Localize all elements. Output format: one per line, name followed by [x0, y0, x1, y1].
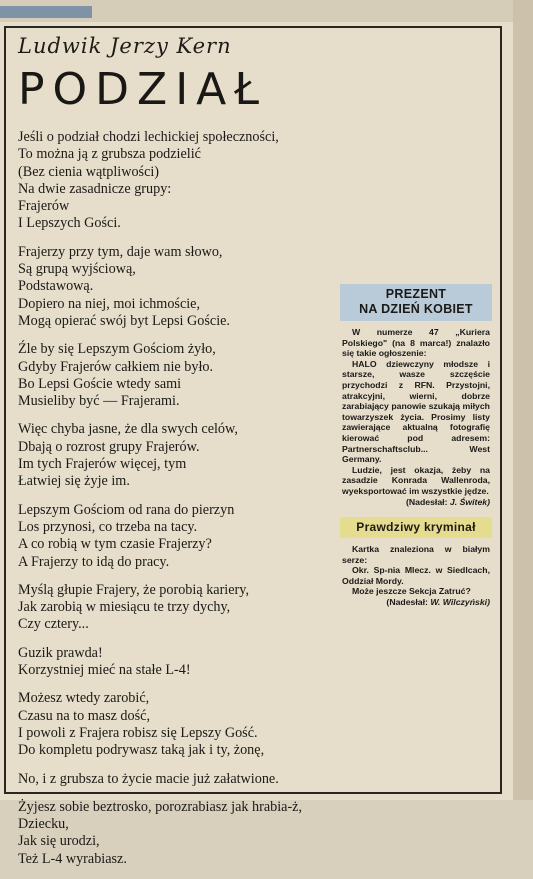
poem-line: Żyjesz sobie beztrosko, porozrabiasz jak hrabia-ż, [18, 798, 303, 815]
poem-line: Korzystniej mieć na stałe L-4! [18, 662, 191, 679]
poem-line: Więc chyba jasne, że dla swych celów, [18, 421, 238, 438]
box1-text [342, 327, 490, 507]
poem-stanza [18, 645, 340, 680]
poem-line: Frajerzy przy tym, daje wam słowo, [18, 243, 223, 260]
poem-line: Czy cztery... [18, 616, 89, 633]
poem-line: No, i z grubsza to życie macie już załatwione. [18, 770, 279, 787]
poem-line: Podstawową. [18, 278, 94, 295]
box1-sig-name: J. Świtek) [449, 496, 490, 507]
poem-stanza [18, 690, 340, 759]
poem-line: Im tych Frajerów więcej, tym [18, 456, 187, 473]
blue-header-band [0, 6, 92, 18]
top-strip [0, 0, 533, 22]
poem-line: Dbają o rozrost grupy Frajerów. [18, 438, 200, 455]
poem-line: Do kompletu podrywasz taką jak i ty, żonę, [18, 742, 265, 759]
poem-line: Myślą głupie Frajery, że porobią kariery, [18, 581, 249, 598]
author-name: Ludwik Jerzy Kern [18, 34, 232, 58]
poem-line: Bo Lepsi Goście wtedy sami [18, 375, 182, 392]
box1-paragraph: W numerze 47 „Kuriera Polskiego" (na 8 marca!) znalazło się takie ogłoszenie: [342, 327, 490, 359]
poem-line: Czasu na to masz dość, [18, 707, 150, 724]
poem-stanza [18, 421, 340, 490]
poem-stanza [18, 582, 340, 634]
poem-line: (Bez cienia wątpliwości) [18, 163, 160, 180]
poem-stanza [18, 771, 340, 788]
poem-line: Dziecku, [18, 816, 69, 833]
poem-line: Mogą opierać swój byt Lepsi Goście. [18, 312, 230, 329]
poem-line: Źle by się Lepszym Gościom żyło, [18, 341, 216, 358]
poem-line: Są grupą wyjściową, [18, 261, 136, 278]
page-edge [513, 0, 533, 800]
poem-line: Jak zarobią w miesiącu te trzy dychy, [18, 599, 231, 616]
poem-line: I powoli z Frajera robisz się Lepszy Gość. [18, 724, 258, 741]
poem-line: Gdyby Frajerów całkiem nie było. [18, 358, 214, 375]
box1-signature [342, 497, 490, 508]
box2-text [342, 544, 490, 608]
poem-line: A Frajerzy to idą do pracy. [18, 553, 170, 570]
poem-line: Musieliby być — Frajerami. [18, 393, 180, 410]
poem-line: Lepszym Gościom od rana do pierzyn [18, 501, 235, 518]
poem-stanza [18, 502, 340, 571]
box1-sig-label: (Nadesłał: [405, 496, 448, 507]
box1-heading-line2: NA DZIEŃ KOBIET [359, 302, 473, 316]
poem-stanza [18, 341, 340, 410]
poem-line: Możesz wtedy zarobić, [18, 690, 150, 707]
poem-stanza [18, 799, 340, 868]
poem-line: Na dwie zasadnicze grupy: [18, 180, 172, 197]
box2-signature [342, 597, 490, 608]
box1-paragraph: Ludzie, jest okazja, żeby na zasadzie Konrada Wallenroda, wyeksportować im wszystkie jędze. [342, 464, 490, 496]
box1-heading-line1: PREZENT [385, 287, 447, 301]
box1-paragraph: HALO dziewczyny młodsze i starsze, wasze szczęście przychodzi z RFN. Przystojni, atrakcyjni, wierni, dobrze zarabiający panowie szukają miłych towarzyszek życia. Prosimy listy zawierające aktualną fotografię kierować pod adresem: Partnerschaftsclub... West Germany. [342, 358, 490, 465]
poem-line: Też L-4 wyrabiasz. [18, 850, 127, 867]
box2-paragraph: Kartka znaleziona w białym serze: [342, 544, 490, 565]
box2-paragraph: Okr. Sp-nia Mlecz. w Siedlcach, Oddział Mordy. [342, 565, 490, 586]
box2-sig-label: (Nadesłał: [386, 597, 428, 608]
poem-line: Jak się urodzi, [18, 833, 100, 850]
poem-line: Dopiero na niej, moi ichmoście, [18, 295, 201, 312]
box2-paragraph: Może jeszcze Sekcja Zatruć? [352, 586, 471, 597]
poem-line: A co robią w tym czasie Frajerzy? [18, 536, 212, 553]
poem-title: PODZIAŁ [18, 64, 267, 115]
box2-heading: Prawdziwy kryminał [340, 517, 492, 538]
poem-line: Jeśli o podział chodzi lechickiej społeczności, [18, 129, 279, 145]
poem-line: I Lepszych Gości. [18, 215, 121, 232]
poem-line: Los przynosi, co trzeba na tacy. [18, 518, 198, 535]
poem-line: To można ją z grubsza podzielić [18, 146, 201, 163]
poem-line: Frajerów [18, 198, 70, 215]
poem-body [18, 129, 340, 879]
sidebar [340, 284, 492, 608]
box1-heading [340, 284, 492, 321]
box2-sig-name: W. Wilczyński) [430, 597, 490, 608]
poem-line: Łatwiej się żyje im. [18, 473, 130, 490]
poem-stanza [18, 129, 340, 233]
poem-stanza [18, 244, 340, 330]
poem-line: Guzik prawda! [18, 644, 103, 661]
